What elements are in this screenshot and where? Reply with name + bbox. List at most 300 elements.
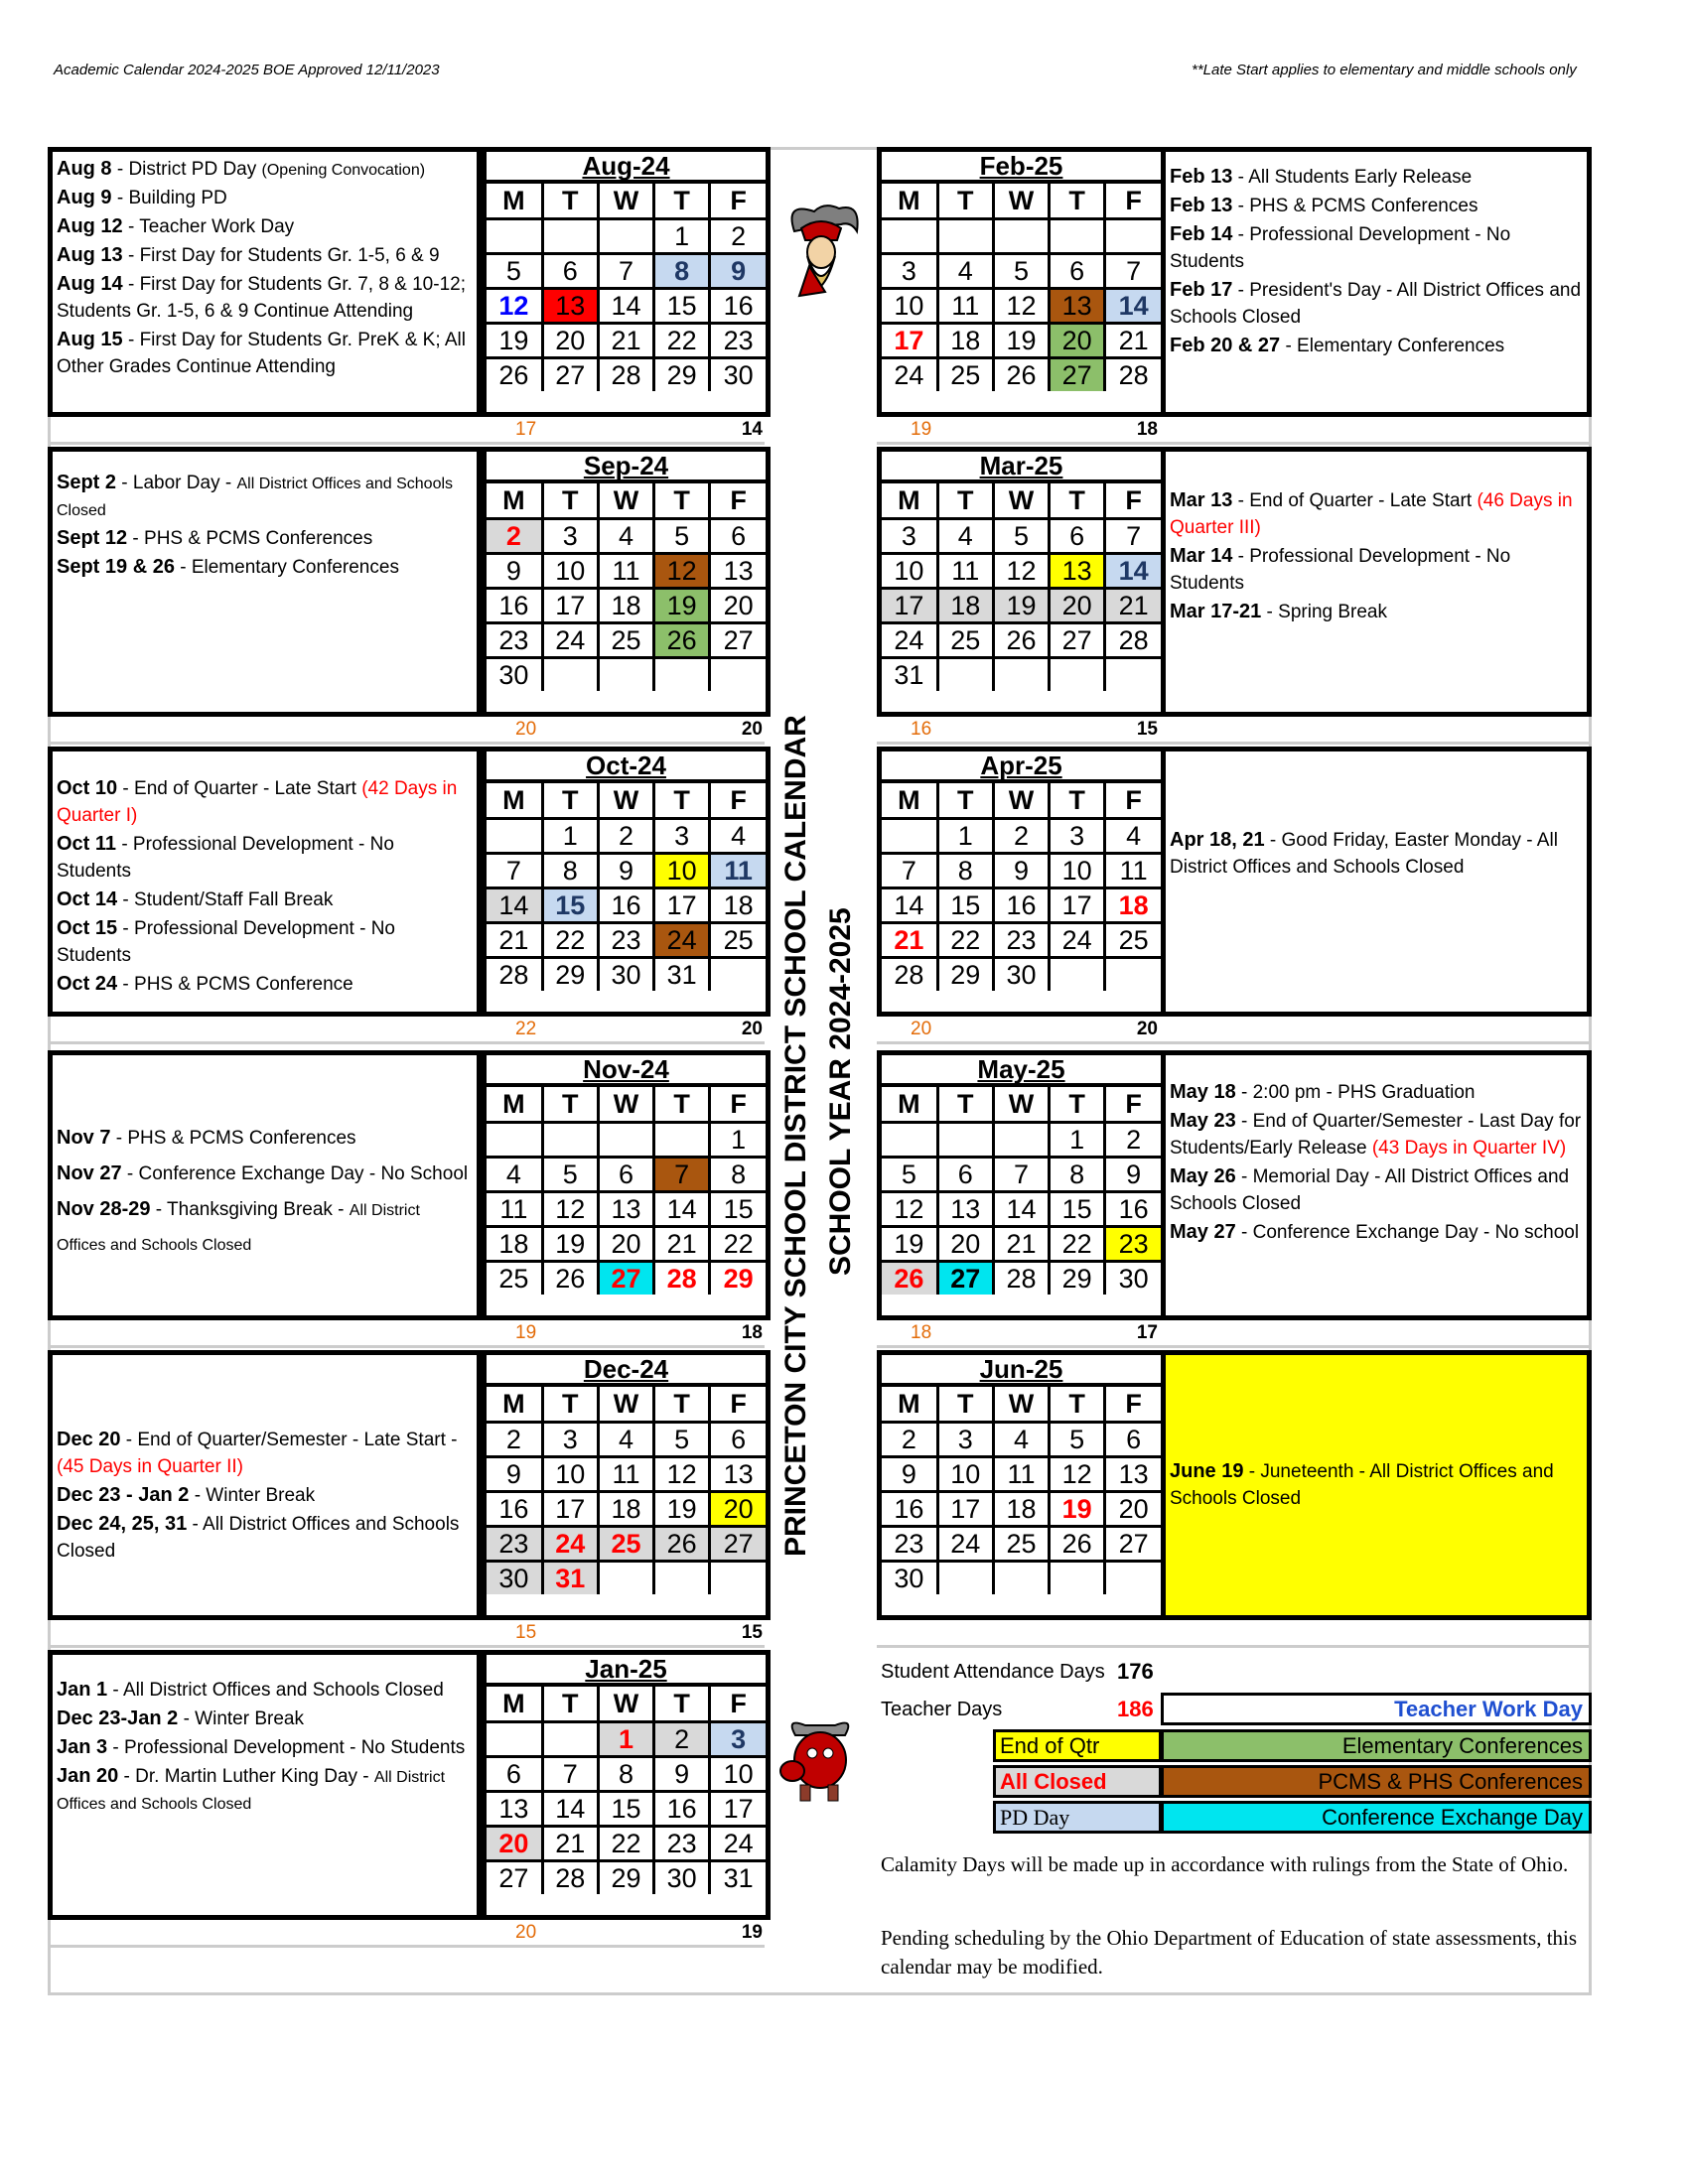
day-cell: 14 — [654, 1192, 710, 1227]
event-note — [57, 1705, 473, 1733]
day-cell: 4 — [937, 519, 993, 554]
calendar-title: PRINCETON CITY SCHOOL DISTRICT SCHOOL CALENDAR — [779, 715, 812, 1557]
weekday-header: F — [1105, 483, 1161, 519]
day-cell: 26 — [882, 1262, 937, 1296]
day-cell: 10 — [937, 1457, 993, 1492]
event-note — [1170, 192, 1583, 220]
event-date: May 26 — [1170, 1164, 1236, 1187]
weekday-header: T — [542, 483, 598, 519]
day-cell: 22 — [598, 1827, 653, 1861]
day-cell: 30 — [487, 1562, 542, 1595]
day-cell: 23 — [654, 1827, 710, 1861]
event-date: Sept 19 & 26 — [57, 555, 175, 578]
day-cell: 2 — [598, 819, 653, 854]
notes-dec — [48, 1350, 482, 1620]
weekday-header: T — [542, 1087, 598, 1123]
day-cell — [993, 1123, 1049, 1158]
event-text: - PHS & PCMS Conferences — [127, 527, 373, 549]
day-cell: 5 — [487, 254, 542, 289]
day-cell: 16 — [1105, 1192, 1161, 1227]
day-cell: 28 — [882, 958, 937, 992]
day-cell: 15 — [710, 1192, 766, 1227]
event-text: - Spring Break — [1261, 601, 1388, 622]
day-cell: 3 — [882, 519, 937, 554]
event-text: - Conference Exchange Day - No school — [1235, 1221, 1580, 1243]
day-cell: 27 — [937, 1262, 993, 1296]
event-text: - District PD Day — [111, 159, 262, 180]
day-cell: 12 — [654, 1457, 710, 1492]
day-cell: 1 — [654, 219, 710, 254]
weekday-header: T — [654, 1387, 710, 1423]
day-cell: 5 — [654, 1423, 710, 1457]
day-cell — [882, 819, 937, 854]
day-cell: 4 — [1105, 819, 1161, 854]
event-note — [1170, 1457, 1583, 1513]
event-note — [57, 970, 473, 999]
day-cell: 27 — [710, 623, 766, 658]
weekday-header: T — [1050, 483, 1105, 519]
day-cell: 12 — [882, 1192, 937, 1227]
day-cell — [882, 219, 937, 254]
teacher-days-label: Teacher Days — [881, 1699, 1003, 1720]
month-grid — [487, 783, 766, 991]
month-title: Sep-24 — [487, 452, 766, 483]
day-cell: 5 — [1050, 1423, 1105, 1457]
day-cell: 13 — [542, 289, 598, 324]
day-cell: 4 — [993, 1423, 1049, 1457]
month-grid — [487, 1687, 766, 1894]
day-cell: 1 — [937, 819, 993, 854]
day-cell: 27 — [598, 1262, 653, 1296]
event-date: Nov 28-29 — [57, 1198, 151, 1221]
weekday-header: T — [654, 783, 710, 819]
event-text: - First Day for Students Gr. PreK & K; All Other Grades Continue Attending — [57, 329, 466, 377]
month-grid — [882, 783, 1161, 991]
day-cell: 9 — [487, 1457, 542, 1492]
day-cell: 19 — [1050, 1492, 1105, 1527]
weekday-header: F — [710, 184, 766, 219]
event-date: Dec 23-Jan 2 — [57, 1706, 179, 1729]
day-cell: 11 — [710, 854, 766, 888]
day-cell: 30 — [882, 1562, 937, 1595]
count-apr — [877, 1017, 1166, 1041]
day-cell: 29 — [710, 1262, 766, 1296]
day-cell: 8 — [598, 1757, 653, 1792]
notes-aug — [48, 147, 482, 417]
day-cell: 7 — [1105, 519, 1161, 554]
day-cell: 21 — [993, 1227, 1049, 1262]
count-feb — [877, 417, 1166, 442]
month-grid — [487, 483, 766, 691]
day-cell: 30 — [654, 1861, 710, 1895]
count-jan — [482, 1920, 771, 1945]
day-cell: 23 — [487, 1527, 542, 1562]
day-cell: 27 — [542, 358, 598, 392]
event-note — [57, 886, 473, 914]
day-cell: 8 — [542, 854, 598, 888]
month-title: Jan-25 — [487, 1655, 766, 1687]
event-note — [57, 914, 473, 970]
day-cell: 28 — [993, 1262, 1049, 1296]
day-cell: 28 — [487, 958, 542, 992]
day-cell — [937, 219, 993, 254]
event-note — [57, 1120, 473, 1156]
weekday-header: W — [598, 783, 653, 819]
day-cell: 17 — [710, 1792, 766, 1827]
day-cell: 26 — [993, 623, 1049, 658]
day-cell: 17 — [1050, 888, 1105, 923]
day-cell: 9 — [882, 1457, 937, 1492]
day-cell: 2 — [710, 219, 766, 254]
calendar-nov — [482, 1050, 771, 1320]
event-text: - First Day for Students Gr. 1-5, 6 & 9 — [122, 244, 440, 266]
day-cell: 14 — [1105, 289, 1161, 324]
day-cell: 25 — [598, 1527, 653, 1562]
day-cell: 21 — [1105, 324, 1161, 358]
day-cell: 7 — [1105, 254, 1161, 289]
day-cell: 18 — [993, 1492, 1049, 1527]
day-cell: 7 — [542, 1757, 598, 1792]
header-right: **Late Start applies to elementary and middle schools only — [1192, 62, 1577, 78]
day-cell: 11 — [598, 1457, 653, 1492]
day-cell: 5 — [542, 1158, 598, 1192]
day-cell: 20 — [937, 1227, 993, 1262]
event-subtext: All District Offices and Schools Closed — [57, 1202, 420, 1254]
day-cell: 24 — [542, 1527, 598, 1562]
day-cell: 5 — [993, 519, 1049, 554]
event-note — [57, 1156, 473, 1191]
day-cell: 17 — [882, 324, 937, 358]
day-cell: 22 — [1050, 1227, 1105, 1262]
event-note — [57, 1733, 473, 1762]
event-text: - PHS & PCMS Conference — [117, 973, 353, 995]
day-cell: 21 — [882, 923, 937, 958]
weekday-header: W — [598, 1387, 653, 1423]
day-cell: 2 — [993, 819, 1049, 854]
day-cell: 28 — [1105, 623, 1161, 658]
event-text: - PHS & PCMS Conferences — [110, 1128, 356, 1149]
event-text: - Building PD — [111, 187, 227, 208]
day-cell: 28 — [598, 358, 653, 392]
day-cell: 4 — [937, 254, 993, 289]
day-cell: 25 — [993, 1527, 1049, 1562]
event-text: - Elementary Conferences — [174, 556, 399, 578]
notes-apr — [1161, 747, 1592, 1017]
event-text: - End of Quarter - Late Start — [117, 778, 362, 799]
day-cell: 4 — [710, 819, 766, 854]
event-text: - Student/Staff Fall Break — [117, 888, 334, 910]
day-cell: 23 — [487, 623, 542, 658]
weekday-header: T — [937, 184, 993, 219]
day-cell — [1050, 1562, 1105, 1595]
day-cell: 20 — [598, 1227, 653, 1262]
notes-feb — [1161, 147, 1592, 417]
count-right: 20 — [741, 719, 763, 740]
legend-elementary-conferences: Elementary Conferences — [1161, 1729, 1592, 1762]
day-cell: 30 — [1105, 1262, 1161, 1296]
weekday-header: T — [1050, 1387, 1105, 1423]
event-note — [1170, 542, 1583, 598]
day-cell: 13 — [937, 1192, 993, 1227]
event-date: Jan 3 — [57, 1735, 108, 1758]
event-note — [1170, 276, 1583, 332]
event-date: Mar 17-21 — [1170, 600, 1262, 622]
event-note — [1170, 1162, 1583, 1218]
count-left: 20 — [515, 719, 537, 740]
event-text: - Teacher Work Day — [122, 215, 295, 237]
weekday-header: W — [993, 184, 1049, 219]
event-text: - 2:00 pm - PHS Graduation — [1235, 1082, 1476, 1103]
event-note — [57, 212, 473, 241]
day-cell: 24 — [1050, 923, 1105, 958]
calendar-oct — [482, 747, 771, 1017]
event-text: - End of Quarter - Late Start — [1232, 490, 1477, 511]
count-right: 15 — [1136, 719, 1158, 740]
day-cell: 11 — [937, 554, 993, 589]
viking-mascot-cartoon-icon — [771, 1715, 870, 1805]
count-right: 20 — [741, 1019, 763, 1039]
day-cell: 1 — [598, 1722, 653, 1757]
day-cell: 9 — [487, 554, 542, 589]
day-cell: 30 — [598, 958, 653, 992]
weekday-header: T — [937, 783, 993, 819]
day-cell: 30 — [993, 958, 1049, 992]
event-date: Feb 17 — [1170, 278, 1233, 301]
day-cell: 8 — [654, 254, 710, 289]
weekday-header: T — [937, 1387, 993, 1423]
day-cell: 21 — [542, 1827, 598, 1861]
day-cell: 20 — [542, 324, 598, 358]
day-cell: 6 — [487, 1757, 542, 1792]
day-cell: 17 — [542, 1492, 598, 1527]
day-cell: 29 — [542, 958, 598, 992]
weekday-header: M — [882, 1087, 937, 1123]
event-date: Aug 15 — [57, 328, 123, 350]
event-date: Sept 12 — [57, 526, 128, 549]
day-cell: 6 — [598, 1158, 653, 1192]
weekday-header: T — [654, 1687, 710, 1722]
count-right: 17 — [1136, 1322, 1158, 1343]
day-cell: 18 — [598, 589, 653, 623]
month-title: Apr-25 — [882, 751, 1161, 783]
weekday-header: T — [937, 483, 993, 519]
weekday-header: M — [487, 1387, 542, 1423]
event-note — [1170, 1107, 1583, 1162]
legend-teacher-work-day: Teacher Work Day — [1161, 1693, 1592, 1725]
event-date: Feb 13 — [1170, 166, 1233, 188]
day-cell: 28 — [542, 1861, 598, 1895]
notes-jun — [1161, 1350, 1592, 1620]
event-text: - Conference Exchange Day - No School — [121, 1163, 469, 1185]
day-cell: 16 — [598, 888, 653, 923]
legend-conference-exchange-day: Conference Exchange Day — [1161, 1801, 1592, 1834]
event-date: Aug 9 — [57, 186, 112, 208]
legend-all-closed: All Closed — [993, 1765, 1162, 1798]
day-cell: 3 — [654, 819, 710, 854]
day-cell: 25 — [1105, 923, 1161, 958]
count-right: 19 — [741, 1922, 763, 1943]
day-cell: 24 — [937, 1527, 993, 1562]
day-cell: 31 — [710, 1861, 766, 1895]
day-cell — [598, 658, 653, 692]
event-date: Nov 7 — [57, 1127, 111, 1149]
notes-sep — [48, 447, 482, 717]
day-cell: 30 — [487, 658, 542, 692]
event-date: Mar 13 — [1170, 489, 1233, 511]
weekday-header: W — [598, 483, 653, 519]
day-cell: 6 — [1105, 1423, 1161, 1457]
weekday-header: F — [1105, 783, 1161, 819]
weekday-header: F — [710, 1087, 766, 1123]
day-cell: 1 — [710, 1123, 766, 1158]
count-left: 22 — [515, 1019, 537, 1039]
calendar-jan — [482, 1650, 771, 1920]
weekday-header: M — [882, 1387, 937, 1423]
weekday-header: F — [1105, 1087, 1161, 1123]
day-cell: 31 — [654, 958, 710, 992]
weekday-header: W — [993, 483, 1049, 519]
day-cell: 27 — [487, 1861, 542, 1895]
day-cell: 19 — [542, 1227, 598, 1262]
event-date: Oct 15 — [57, 916, 118, 939]
day-cell: 27 — [1050, 358, 1105, 392]
calendar-apr — [877, 747, 1166, 1017]
weekday-header: M — [487, 1687, 542, 1722]
calendar-sep — [482, 447, 771, 717]
event-text: - Thanksgiving Break - — [150, 1199, 350, 1221]
weekday-header: T — [654, 184, 710, 219]
day-cell: 18 — [710, 888, 766, 923]
event-note — [57, 1426, 473, 1481]
day-cell: 3 — [710, 1722, 766, 1757]
day-cell: 11 — [937, 289, 993, 324]
event-quarter-days: (45 Days in Quarter II) — [57, 1455, 243, 1477]
day-cell: 11 — [598, 554, 653, 589]
count-aug — [482, 417, 771, 442]
day-cell: 14 — [882, 888, 937, 923]
day-cell: 4 — [487, 1158, 542, 1192]
notes-may — [1161, 1050, 1592, 1320]
day-cell — [1105, 219, 1161, 254]
event-date: Dec 20 — [57, 1429, 121, 1450]
count-dec — [482, 1620, 771, 1645]
day-cell: 20 — [1050, 324, 1105, 358]
event-note — [57, 553, 473, 582]
day-cell: 29 — [654, 358, 710, 392]
day-cell: 10 — [1050, 854, 1105, 888]
event-text: - Professional Development - No Students — [107, 1736, 466, 1758]
weekday-header: F — [710, 1687, 766, 1722]
day-cell — [937, 1123, 993, 1158]
day-cell — [598, 219, 653, 254]
count-right: 14 — [741, 419, 763, 440]
event-note — [57, 1762, 473, 1818]
day-cell: 12 — [542, 1192, 598, 1227]
school-year-title: SCHOOL YEAR 2024-2025 — [824, 907, 857, 1276]
event-quarter-days: (46 Days in Quarter III) — [1170, 490, 1573, 538]
day-cell: 18 — [598, 1492, 653, 1527]
month-grid — [882, 1087, 1161, 1295]
event-text: - All District Offices and Schools Closed — [107, 1680, 444, 1701]
day-cell: 9 — [710, 254, 766, 289]
day-cell: 13 — [1050, 554, 1105, 589]
day-cell: 17 — [654, 888, 710, 923]
notes-nov — [48, 1050, 482, 1320]
event-note — [1170, 332, 1583, 360]
event-note — [57, 774, 473, 830]
day-cell: 12 — [993, 289, 1049, 324]
event-note — [1170, 486, 1583, 542]
day-cell: 7 — [487, 854, 542, 888]
day-cell: 5 — [993, 254, 1049, 289]
day-cell: 19 — [882, 1227, 937, 1262]
day-cell: 20 — [487, 1827, 542, 1861]
day-cell: 17 — [882, 589, 937, 623]
day-cell: 23 — [1105, 1227, 1161, 1262]
day-cell: 15 — [598, 1792, 653, 1827]
event-text: - All Students Early Release — [1232, 167, 1473, 188]
weekday-header: M — [487, 783, 542, 819]
day-cell — [710, 1562, 766, 1595]
day-cell: 16 — [710, 289, 766, 324]
event-text: - PHS & PCMS Conferences — [1232, 195, 1478, 216]
day-cell: 4 — [598, 1423, 653, 1457]
event-date: Apr 18, 21 — [1170, 829, 1265, 851]
day-cell: 12 — [487, 289, 542, 324]
day-cell: 19 — [654, 1492, 710, 1527]
count-left: 19 — [515, 1322, 537, 1343]
day-cell: 7 — [654, 1158, 710, 1192]
month-title: Aug-24 — [487, 152, 766, 184]
weekday-header: W — [598, 184, 653, 219]
day-cell: 3 — [1050, 819, 1105, 854]
day-cell: 25 — [937, 358, 993, 392]
day-cell: 7 — [882, 854, 937, 888]
event-date: Aug 14 — [57, 272, 123, 295]
day-cell: 14 — [487, 888, 542, 923]
day-cell — [1105, 658, 1161, 692]
day-cell: 12 — [993, 554, 1049, 589]
day-cell: 13 — [1050, 289, 1105, 324]
event-note — [1170, 1078, 1583, 1107]
weekday-header: T — [542, 184, 598, 219]
day-cell: 19 — [993, 589, 1049, 623]
day-cell: 12 — [1050, 1457, 1105, 1492]
day-cell: 20 — [1105, 1492, 1161, 1527]
day-cell: 3 — [542, 519, 598, 554]
day-cell — [487, 1123, 542, 1158]
day-cell: 27 — [710, 1527, 766, 1562]
event-note — [57, 830, 473, 886]
day-cell: 16 — [882, 1492, 937, 1527]
notes-mar — [1161, 447, 1592, 717]
day-cell — [654, 658, 710, 692]
day-cell: 5 — [882, 1158, 937, 1192]
day-cell: 29 — [598, 1861, 653, 1895]
day-cell: 14 — [598, 289, 653, 324]
day-cell: 16 — [487, 1492, 542, 1527]
event-note — [57, 1481, 473, 1510]
month-grid — [487, 1387, 766, 1594]
day-cell: 23 — [882, 1527, 937, 1562]
event-date: Oct 11 — [57, 832, 117, 855]
day-cell: 22 — [710, 1227, 766, 1262]
day-cell: 18 — [937, 324, 993, 358]
day-cell: 21 — [1105, 589, 1161, 623]
event-text: - President's Day - All District Offices and Schools Closed — [1170, 279, 1582, 328]
teacher-days-value: 186 — [1117, 1697, 1154, 1721]
count-oct — [482, 1017, 771, 1041]
